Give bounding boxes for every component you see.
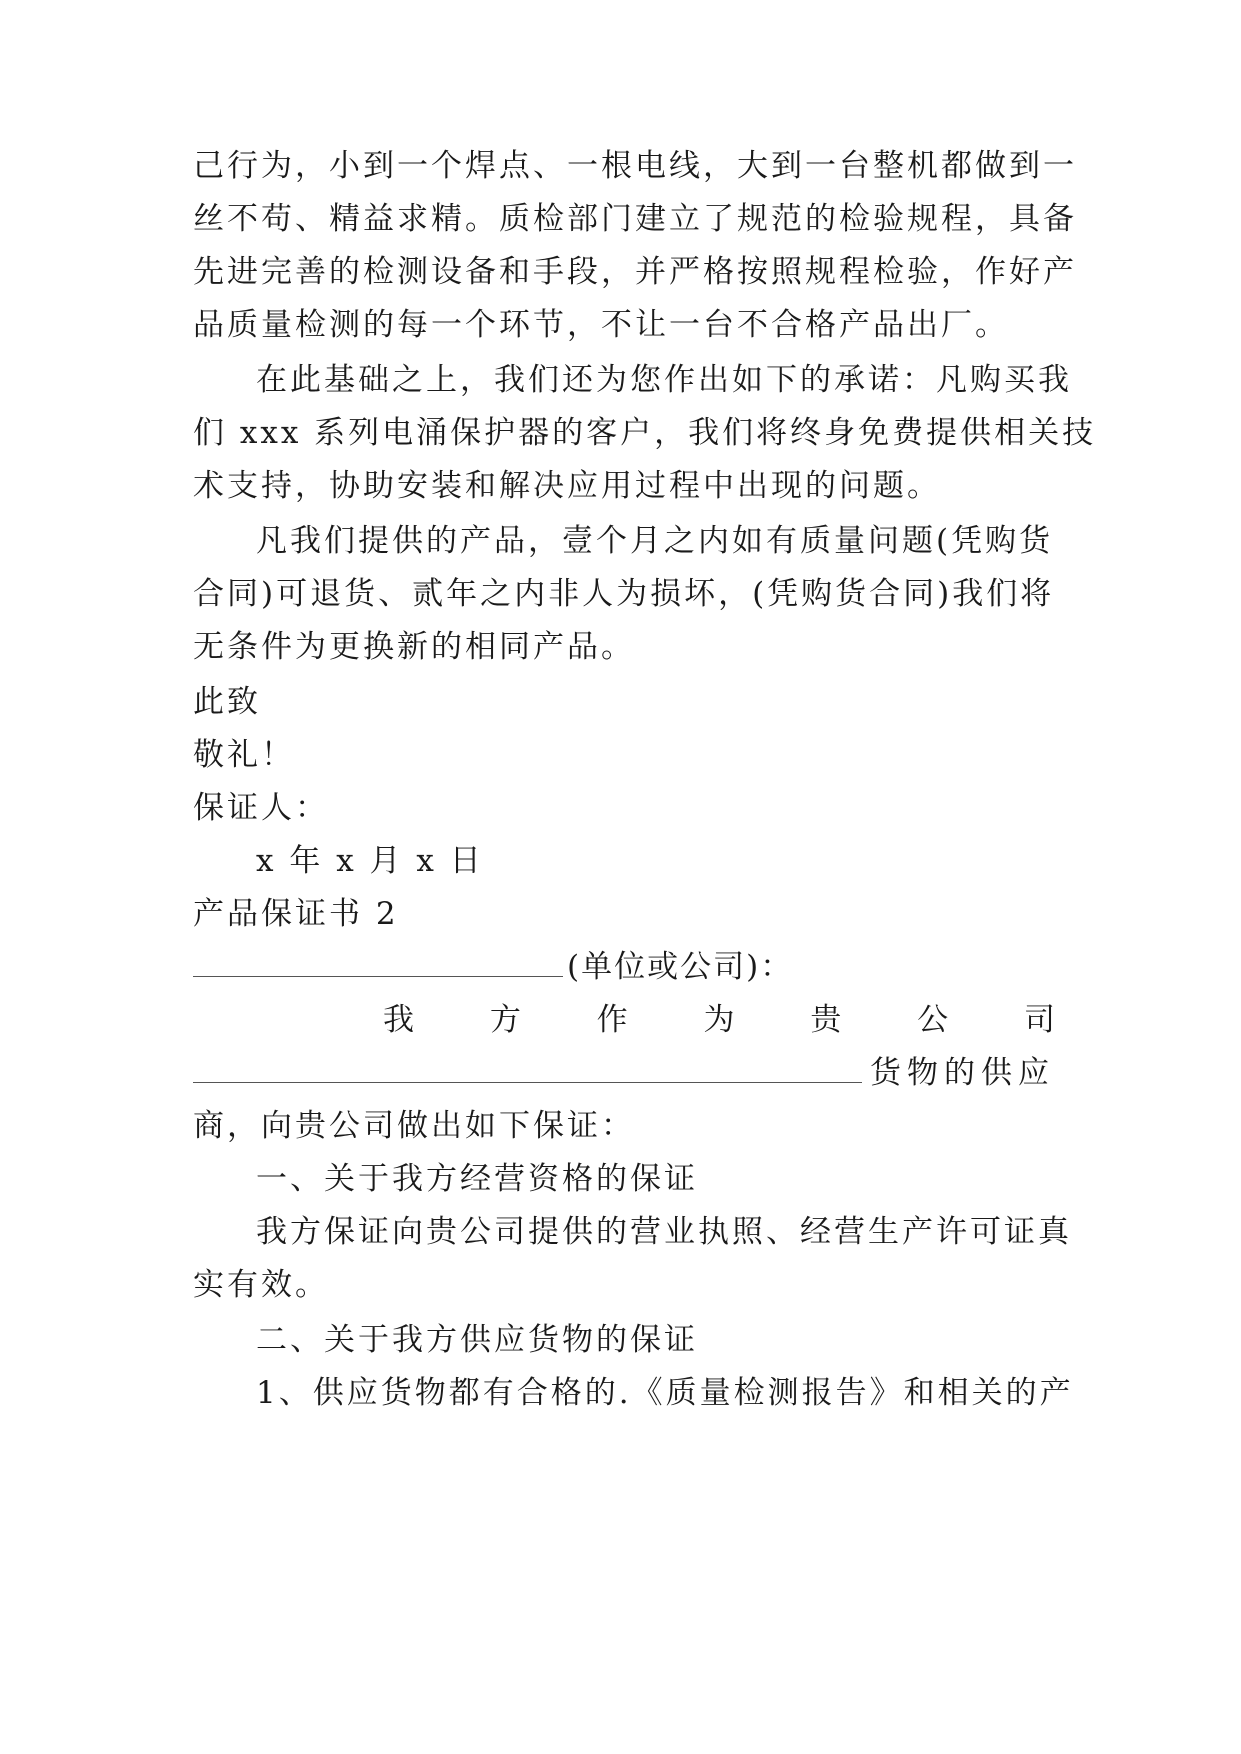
paragraph-line: 我方保证向贵公司提供的营业执照、经营生产许可证真 (256, 1214, 1072, 1250)
supplier-tail: 货物的供应 (870, 1055, 1055, 1091)
paragraph-line: 们 xxx 系列电涌保护器的客户，我们将终身免费提供相关技 (193, 415, 1097, 451)
goods-blank (193, 1056, 862, 1083)
addressee-line (193, 947, 1055, 987)
paragraph-line: 术支持，协助安装和解决应用过程中出现的问题。 (193, 468, 941, 504)
spread-line (193, 1000, 1055, 1040)
date-line: x 年 x 月 x 日 (256, 843, 484, 879)
salutation-jingli: 敬礼！ (193, 737, 295, 773)
section-title: 产品保证书 2 (193, 896, 399, 932)
spread-word: 公 (917, 1002, 949, 1038)
paragraph-line: 在此基础之上，我们还为您作出如下的承诺：凡购买我 (256, 362, 1072, 398)
spread-word: 司 (1023, 1002, 1055, 1038)
spread-word: 我 (383, 1002, 414, 1038)
paragraph-line: 实有效。 (193, 1267, 329, 1303)
guarantor-label: 保证人： (193, 790, 329, 826)
paragraph-line: 先进完善的检测设备和手段，并严格按照规程检验，作好产 (193, 254, 1077, 290)
paragraph-line: 己行为，小到一个焊点、一根电线，大到一台整机都做到一 (193, 148, 1077, 184)
paragraph-line: 合同)可退货、贰年之内非人为损坏，(凭购货合同)我们将 (193, 576, 1055, 612)
spread-word: 为 (703, 1002, 735, 1038)
spread-word: 作 (596, 1002, 628, 1038)
addressee-suffix: (单位或公司)： (567, 949, 794, 985)
paragraph-line: 凡我们提供的产品，壹个月之内如有质量问题(凭购货 (256, 523, 1054, 559)
spread-word: 贵 (810, 1002, 842, 1038)
heading-goods: 二、关于我方供应货物的保证 (256, 1322, 698, 1358)
intro-line: 商，向贵公司做出如下保证： (193, 1108, 635, 1144)
spread-word: 方 (489, 1002, 521, 1038)
salutation-cizhi: 此致 (193, 684, 261, 720)
item-1: 1、供应货物都有合格的.《质量检测报告》和相关的产 (256, 1375, 1074, 1411)
heading-qualification: 一、关于我方经营资格的保证 (256, 1161, 698, 1197)
supplier-line (193, 1053, 1055, 1093)
addressee-blank (193, 950, 563, 977)
paragraph-line: 无条件为更换新的相同产品。 (193, 629, 635, 665)
paragraph-line: 品质量检测的每一个环节，不让一台不合格产品出厂。 (193, 307, 1009, 343)
paragraph-line: 丝不苟、精益求精。质检部门建立了规范的检验规程，具备 (193, 201, 1077, 237)
